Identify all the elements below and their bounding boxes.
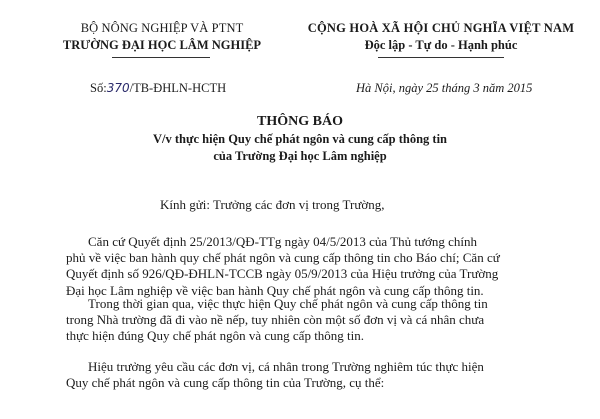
- issuer-underline: [112, 57, 210, 58]
- paragraph-line: Căn cứ Quyết định 25/2013/QĐ-TTg ngày 04/5/2013 của Thủ tướng chính: [88, 234, 478, 249]
- paragraph-legal-basis: [66, 234, 556, 299]
- reference-prefix: Số:: [90, 81, 107, 95]
- ministry-name: BỘ NÔNG NGHIỆP VÀ PTNT: [80, 21, 244, 35]
- reference-suffix: /TB-ĐHLN-HCTH: [129, 81, 227, 95]
- issue-date: Hà Nội, ngày 25 tháng 3 năm 2015: [356, 81, 533, 95]
- paragraph-line: Quyết định số 926/QĐ-ĐHLN-TCCB ngày 05/9/2013 của Hiệu trưởng của Trường: [66, 266, 499, 282]
- salutation: Kính gửi: Trưởng các đơn vị trong Trường,: [160, 197, 385, 212]
- document-subject-line-1: V/v thực hiện Quy chế phát ngôn và cung cấp thông tin: [152, 132, 447, 146]
- national-heading: [282, 20, 600, 54]
- paragraph-line: thực hiện đúng Quy chế phát ngôn và cung cấp thông tin.: [66, 328, 365, 344]
- issuer-block: [62, 20, 262, 54]
- handwritten-reference-number: 370: [106, 81, 130, 95]
- national-motto: Độc lập - Tự do - Hạnh phúc: [364, 38, 518, 52]
- document-title: THÔNG BÁO: [257, 114, 343, 129]
- paragraph-request: [66, 359, 556, 391]
- motto-underline: [378, 57, 504, 58]
- paragraph-line: Hiệu trưởng yêu cầu các đơn vị, cá nhân trong Trường nghiêm túc thực hiện: [88, 359, 484, 374]
- paragraph-line: Đại học Lâm nghiệp về việc ban hành Quy chế phát ngôn và cung cấp thông tin.: [66, 282, 484, 298]
- country-name: CỘNG HOÀ XÃ HỘI CHỦ NGHĨA VIỆT NAM: [307, 21, 575, 35]
- university-name: TRƯỜNG ĐẠI HỌC LÂM NGHIỆP: [62, 38, 262, 52]
- paragraph-line: Trong thời gian qua, việc thực hiện Quy chế phát ngôn và cung cấp thông tin: [88, 296, 488, 311]
- document-subject-line-2: của Trường Đại học Lâm nghiệp: [213, 149, 387, 163]
- paragraph-line: Quy chế phát ngôn và cung cấp thông tin của Trường, cụ thể:: [66, 375, 385, 391]
- paragraph-situation: [66, 296, 556, 345]
- document-number: [90, 81, 226, 96]
- paragraph-line: trong Nhà trường đã đi vào nề nếp, tuy nhiên còn một số đơn vị và cá nhân chưa: [66, 312, 485, 328]
- paragraph-line: phủ về việc ban hành quy chế phát ngôn và cung cấp thông tin cho Báo chí; Căn cứ: [66, 250, 500, 266]
